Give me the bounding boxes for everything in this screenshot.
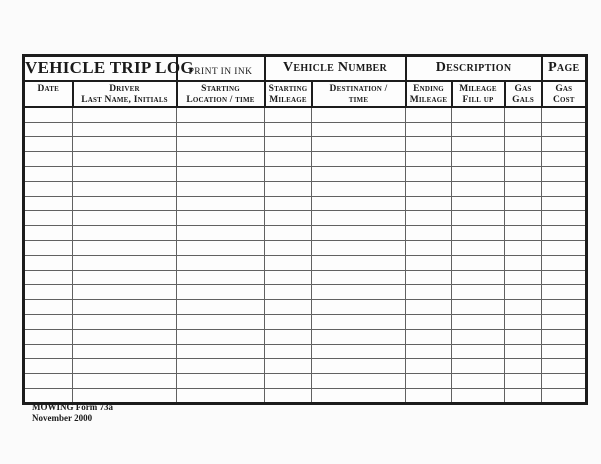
trip-log-row	[24, 314, 587, 329]
trip-log-cell-starting-location	[177, 359, 265, 374]
trip-log-cell-gas-gals	[505, 166, 542, 181]
trip-log-cell-driver	[73, 196, 177, 211]
trip-log-cell-mileage-fill-up	[452, 344, 505, 359]
trip-log-cell-starting-location	[177, 255, 265, 270]
trip-log-cell-gas-cost	[542, 166, 587, 181]
trip-log-cell-starting-mileage	[265, 388, 312, 403]
trip-log-cell-starting-mileage	[265, 359, 312, 374]
group-header-page: Page	[542, 56, 587, 81]
trip-log-cell-gas-cost	[542, 181, 587, 196]
trip-log-cell-gas-cost	[542, 329, 587, 344]
trip-log-cell-starting-mileage	[265, 122, 312, 137]
trip-log-row	[24, 344, 587, 359]
trip-log-cell-mileage-fill-up	[452, 359, 505, 374]
trip-log-row	[24, 226, 587, 241]
trip-log-cell-destination-time	[312, 388, 406, 403]
trip-log-cell-gas-gals	[505, 107, 542, 122]
trip-log-cell-starting-mileage	[265, 166, 312, 181]
trip-log-cell-driver	[73, 300, 177, 315]
trip-log-cell-driver	[73, 107, 177, 122]
trip-log-cell-starting-location	[177, 374, 265, 389]
trip-log-cell-gas-gals	[505, 255, 542, 270]
column-header-starting-mileage-line1: Starting	[268, 83, 308, 94]
trip-log-row	[24, 329, 587, 344]
trip-log-cell-date	[24, 137, 73, 152]
trip-log-cell-starting-location	[177, 240, 265, 255]
trip-log-row	[24, 137, 587, 152]
trip-log-cell-driver	[73, 344, 177, 359]
trip-log-cell-ending-mileage	[406, 196, 452, 211]
trip-log-cell-gas-cost	[542, 270, 587, 285]
trip-log-cell-gas-cost	[542, 152, 587, 167]
trip-log-cell-starting-location	[177, 107, 265, 122]
trip-log-cell-starting-location	[177, 388, 265, 403]
trip-log-cell-mileage-fill-up	[452, 300, 505, 315]
trip-log-cell-date	[24, 226, 73, 241]
trip-log-cell-gas-gals	[505, 374, 542, 389]
trip-log-cell-starting-location	[177, 166, 265, 181]
trip-log-cell-mileage-fill-up	[452, 285, 505, 300]
trip-log-cell-starting-mileage	[265, 137, 312, 152]
column-header-gas-gals	[505, 81, 542, 108]
column-header-row	[24, 81, 587, 108]
trip-log-cell-ending-mileage	[406, 329, 452, 344]
trip-log-cell-gas-cost	[542, 374, 587, 389]
trip-log-cell-date	[24, 388, 73, 403]
trip-log-cell-driver	[73, 122, 177, 137]
trip-log-cell-mileage-fill-up	[452, 107, 505, 122]
trip-log-cell-starting-mileage	[265, 255, 312, 270]
trip-log-cell-driver	[73, 359, 177, 374]
trip-log-cell-destination-time	[312, 255, 406, 270]
trip-log-cell-date	[24, 300, 73, 315]
trip-log-header	[24, 56, 587, 108]
column-header-starting-mileage	[265, 81, 312, 108]
trip-log-cell-starting-location	[177, 285, 265, 300]
column-header-mileage-fill-up	[452, 81, 505, 108]
trip-log-cell-destination-time	[312, 240, 406, 255]
trip-log-cell-gas-gals	[505, 196, 542, 211]
trip-log-cell-starting-mileage	[265, 314, 312, 329]
trip-log-cell-gas-gals	[505, 181, 542, 196]
column-header-driver-line1: Driver	[109, 83, 140, 94]
trip-log-cell-mileage-fill-up	[452, 255, 505, 270]
trip-log-cell-date	[24, 152, 73, 167]
trip-log-cell-destination-time	[312, 122, 406, 137]
column-header-driver	[73, 81, 177, 108]
trip-log-cell-destination-time	[312, 329, 406, 344]
trip-log-cell-starting-location	[177, 181, 265, 196]
trip-log-cell-mileage-fill-up	[452, 270, 505, 285]
trip-log-cell-ending-mileage	[406, 166, 452, 181]
print-in-ink-note: PRINT IN INK	[177, 56, 265, 81]
trip-log-row	[24, 285, 587, 300]
trip-log-cell-date	[24, 240, 73, 255]
trip-log-cell-gas-cost	[542, 285, 587, 300]
trip-log-cell-destination-time	[312, 137, 406, 152]
trip-log-cell-mileage-fill-up	[452, 181, 505, 196]
trip-log-cell-ending-mileage	[406, 300, 452, 315]
trip-log-cell-mileage-fill-up	[452, 137, 505, 152]
group-header-vehicle-number: Vehicle Number	[265, 56, 406, 81]
trip-log-cell-starting-mileage	[265, 329, 312, 344]
trip-log-cell-mileage-fill-up	[452, 211, 505, 226]
trip-log-cell-destination-time	[312, 344, 406, 359]
column-header-gas-gals-line2: Gals	[512, 94, 534, 105]
column-header-ending-mileage	[406, 81, 452, 108]
trip-log-cell-gas-gals	[505, 314, 542, 329]
form-footer	[32, 402, 113, 424]
trip-log-cell-ending-mileage	[406, 152, 452, 167]
column-header-gas-gals-line1: Gas	[514, 83, 532, 94]
trip-log-cell-driver	[73, 181, 177, 196]
trip-log-cell-destination-time	[312, 196, 406, 211]
trip-log-cell-destination-time	[312, 285, 406, 300]
trip-log-cell-starting-mileage	[265, 300, 312, 315]
trip-log-cell-mileage-fill-up	[452, 314, 505, 329]
trip-log-cell-date	[24, 374, 73, 389]
trip-log-row	[24, 388, 587, 403]
trip-log-cell-gas-cost	[542, 226, 587, 241]
column-header-starting-location-line2: Location / time	[186, 94, 255, 105]
column-header-ending-mileage-line1: Ending	[413, 83, 444, 94]
trip-log-cell-starting-mileage	[265, 211, 312, 226]
trip-log-cell-ending-mileage	[406, 122, 452, 137]
trip-log-cell-gas-gals	[505, 359, 542, 374]
trip-log-cell-gas-cost	[542, 240, 587, 255]
trip-log-cell-destination-time	[312, 152, 406, 167]
trip-log-cell-date	[24, 122, 73, 137]
trip-log-cell-gas-gals	[505, 240, 542, 255]
form-revision-date: November 2000	[32, 413, 93, 423]
trip-log-cell-destination-time	[312, 107, 406, 122]
trip-log-row	[24, 166, 587, 181]
trip-log-cell-destination-time	[312, 374, 406, 389]
column-header-mileage-fill-up-line1: Mileage	[459, 83, 497, 94]
trip-log-cell-driver	[73, 285, 177, 300]
trip-log-cell-starting-location	[177, 344, 265, 359]
trip-log-cell-gas-cost	[542, 211, 587, 226]
trip-log-row	[24, 107, 587, 122]
trip-log-cell-starting-mileage	[265, 196, 312, 211]
trip-log-cell-ending-mileage	[406, 107, 452, 122]
trip-log-cell-destination-time	[312, 211, 406, 226]
trip-log-cell-driver	[73, 255, 177, 270]
trip-log-cell-driver	[73, 152, 177, 167]
trip-log-cell-ending-mileage	[406, 285, 452, 300]
trip-log-cell-starting-mileage	[265, 240, 312, 255]
trip-log-cell-ending-mileage	[406, 137, 452, 152]
trip-log-cell-gas-gals	[505, 285, 542, 300]
column-header-destination-time-line1: Destination /	[329, 83, 388, 94]
trip-log-table	[22, 54, 588, 405]
trip-log-cell-starting-mileage	[265, 270, 312, 285]
trip-log-cell-gas-cost	[542, 314, 587, 329]
column-header-starting-mileage-line2: Mileage	[269, 94, 307, 105]
trip-log-cell-date	[24, 107, 73, 122]
trip-log-row	[24, 152, 587, 167]
column-header-starting-location	[177, 81, 265, 108]
trip-log-cell-starting-location	[177, 314, 265, 329]
trip-log-cell-gas-cost	[542, 196, 587, 211]
trip-log-cell-gas-gals	[505, 388, 542, 403]
trip-log-cell-gas-gals	[505, 344, 542, 359]
column-header-destination-time	[312, 81, 406, 108]
trip-log-cell-mileage-fill-up	[452, 388, 505, 403]
trip-log-cell-mileage-fill-up	[452, 329, 505, 344]
trip-log-cell-gas-gals	[505, 300, 542, 315]
trip-log-cell-starting-location	[177, 152, 265, 167]
trip-log-cell-driver	[73, 270, 177, 285]
trip-log-cell-date	[24, 359, 73, 374]
form-title: VEHICLE TRIP LOG	[24, 56, 177, 81]
trip-log-cell-destination-time	[312, 359, 406, 374]
trip-log-cell-gas-cost	[542, 388, 587, 403]
trip-log-cell-date	[24, 196, 73, 211]
trip-log-cell-starting-location	[177, 329, 265, 344]
trip-log-cell-ending-mileage	[406, 240, 452, 255]
trip-log-row	[24, 240, 587, 255]
trip-log-cell-date	[24, 255, 73, 270]
trip-log-cell-driver	[73, 388, 177, 403]
trip-log-cell-ending-mileage	[406, 181, 452, 196]
trip-log-cell-driver	[73, 329, 177, 344]
trip-log-cell-date	[24, 181, 73, 196]
trip-log-cell-ending-mileage	[406, 374, 452, 389]
trip-log-row	[24, 196, 587, 211]
trip-log-row	[24, 359, 587, 374]
trip-log-cell-gas-gals	[505, 152, 542, 167]
trip-log-cell-starting-location	[177, 226, 265, 241]
trip-log-cell-ending-mileage	[406, 226, 452, 241]
form-number: MOWING Form 73a	[32, 402, 113, 412]
trip-log-cell-driver	[73, 374, 177, 389]
trip-log-body	[24, 107, 587, 403]
trip-log-cell-destination-time	[312, 181, 406, 196]
trip-log-cell-ending-mileage	[406, 270, 452, 285]
trip-log-cell-mileage-fill-up	[452, 122, 505, 137]
trip-log-cell-mileage-fill-up	[452, 196, 505, 211]
trip-log-cell-ending-mileage	[406, 314, 452, 329]
trip-log-cell-mileage-fill-up	[452, 152, 505, 167]
trip-log-cell-driver	[73, 166, 177, 181]
trip-log-cell-ending-mileage	[406, 211, 452, 226]
trip-log-row	[24, 374, 587, 389]
trip-log-cell-mileage-fill-up	[452, 240, 505, 255]
trip-log-cell-date	[24, 166, 73, 181]
trip-log-cell-starting-mileage	[265, 285, 312, 300]
column-header-date	[24, 81, 73, 108]
column-header-starting-location-line1: Starting	[201, 83, 240, 94]
trip-log-cell-date	[24, 211, 73, 226]
trip-log-cell-starting-location	[177, 196, 265, 211]
trip-log-cell-date	[24, 344, 73, 359]
trip-log-cell-ending-mileage	[406, 344, 452, 359]
trip-log-row	[24, 211, 587, 226]
trip-log-cell-starting-mileage	[265, 152, 312, 167]
trip-log-cell-destination-time	[312, 226, 406, 241]
trip-log-cell-gas-gals	[505, 329, 542, 344]
trip-log-cell-date	[24, 285, 73, 300]
trip-log-cell-mileage-fill-up	[452, 226, 505, 241]
trip-log-cell-driver	[73, 226, 177, 241]
trip-log-row	[24, 122, 587, 137]
trip-log-cell-gas-cost	[542, 359, 587, 374]
trip-log-cell-date	[24, 270, 73, 285]
trip-log-cell-gas-cost	[542, 255, 587, 270]
trip-log-cell-starting-location	[177, 211, 265, 226]
trip-log-cell-destination-time	[312, 166, 406, 181]
trip-log-cell-gas-cost	[542, 137, 587, 152]
trip-log-cell-date	[24, 329, 73, 344]
trip-log-cell-gas-gals	[505, 137, 542, 152]
column-header-driver-line2: Last Name, Initials	[81, 94, 168, 105]
trip-log-cell-gas-cost	[542, 107, 587, 122]
trip-log-cell-mileage-fill-up	[452, 374, 505, 389]
trip-log-cell-date	[24, 314, 73, 329]
trip-log-cell-driver	[73, 137, 177, 152]
trip-log-cell-starting-location	[177, 270, 265, 285]
trip-log-cell-gas-cost	[542, 300, 587, 315]
trip-log-cell-starting-mileage	[265, 107, 312, 122]
trip-log-cell-driver	[73, 211, 177, 226]
trip-log-cell-gas-cost	[542, 344, 587, 359]
trip-log-cell-destination-time	[312, 314, 406, 329]
trip-log-cell-driver	[73, 314, 177, 329]
trip-log-cell-starting-mileage	[265, 374, 312, 389]
column-header-ending-mileage-line2: Mileage	[409, 94, 448, 105]
trip-log-cell-gas-gals	[505, 122, 542, 137]
trip-log-row	[24, 181, 587, 196]
trip-log-row	[24, 255, 587, 270]
group-header-description: Description	[406, 56, 542, 81]
column-header-gas-cost	[542, 81, 587, 108]
trip-log-cell-starting-location	[177, 122, 265, 137]
trip-log-cell-gas-gals	[505, 226, 542, 241]
trip-log-cell-gas-gals	[505, 211, 542, 226]
trip-log-row	[24, 270, 587, 285]
trip-log-cell-ending-mileage	[406, 359, 452, 374]
column-header-destination-time-line2: time	[348, 94, 369, 105]
trip-log-cell-mileage-fill-up	[452, 166, 505, 181]
column-header-gas-cost-line2: Cost	[552, 94, 575, 105]
trip-log-cell-starting-mileage	[265, 344, 312, 359]
header-group-row	[24, 56, 587, 81]
trip-log-cell-starting-location	[177, 137, 265, 152]
column-header-mileage-fill-up-line2: Fill up	[462, 94, 494, 105]
trip-log-cell-ending-mileage	[406, 255, 452, 270]
trip-log-cell-destination-time	[312, 300, 406, 315]
trip-log-cell-gas-gals	[505, 270, 542, 285]
trip-log-cell-ending-mileage	[406, 388, 452, 403]
trip-log-row	[24, 300, 587, 315]
trip-log-cell-gas-cost	[542, 122, 587, 137]
trip-log-cell-driver	[73, 240, 177, 255]
column-header-gas-cost-line1: Gas	[555, 83, 573, 94]
trip-log-cell-starting-location	[177, 300, 265, 315]
trip-log-cell-destination-time	[312, 270, 406, 285]
column-header-date-line1: Date	[37, 83, 60, 94]
trip-log-cell-starting-mileage	[265, 181, 312, 196]
trip-log-cell-starting-mileage	[265, 226, 312, 241]
